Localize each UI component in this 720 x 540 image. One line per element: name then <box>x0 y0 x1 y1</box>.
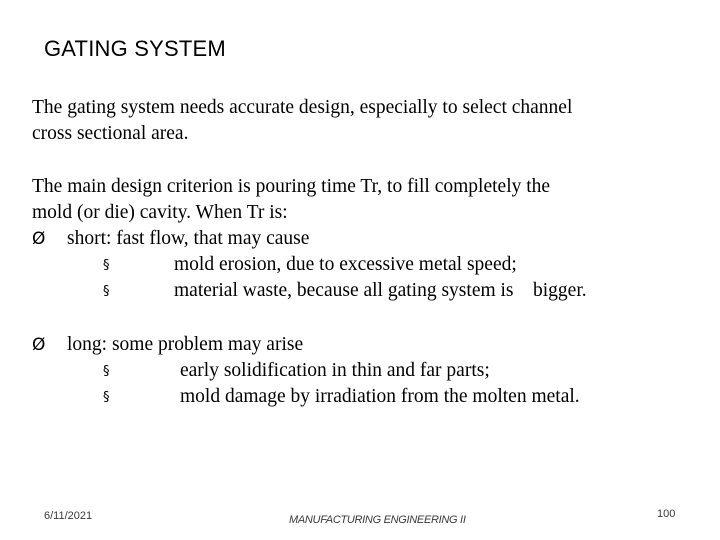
arrow-bullet-icon: Ø <box>32 229 46 249</box>
footer-page-number: 100 <box>657 508 676 520</box>
bullet-short: short: fast flow, that may cause <box>67 228 310 249</box>
footer-date: 6/11/2021 <box>44 510 93 522</box>
criterion-line-1: The main design criterion is pouring time Tr, to fill completely the <box>32 176 551 197</box>
slide-title: GATING SYSTEM <box>44 36 226 61</box>
square-bullet-icon: § <box>103 284 110 299</box>
criterion-line-2: mold (or die) cavity. When Tr is: <box>32 202 288 223</box>
intro-line-1: The gating system needs accurate design, especially to select channel <box>32 97 573 118</box>
subitem-mold-erosion: mold erosion, due to excessive metal speed; <box>174 254 517 275</box>
arrow-bullet-icon: Ø <box>32 335 46 355</box>
criterion-paragraph <box>32 174 550 226</box>
square-bullet-icon: § <box>103 258 110 273</box>
subitem-mold-damage: mold damage by irradiation from the molten metal. <box>180 386 580 407</box>
footer-course: MANUFACTURING ENGINEERING II <box>289 514 466 526</box>
subitem-material-waste: material waste, because all gating system is bigger. <box>174 280 587 301</box>
square-bullet-icon: § <box>103 390 110 405</box>
intro-line-2: cross sectional area. <box>32 123 189 144</box>
intro-paragraph <box>32 95 572 147</box>
square-bullet-icon: § <box>103 364 110 379</box>
subitem-early-solidification: early solidification in thin and far parts; <box>180 360 490 381</box>
bullet-long: long: some problem may arise <box>67 334 304 355</box>
